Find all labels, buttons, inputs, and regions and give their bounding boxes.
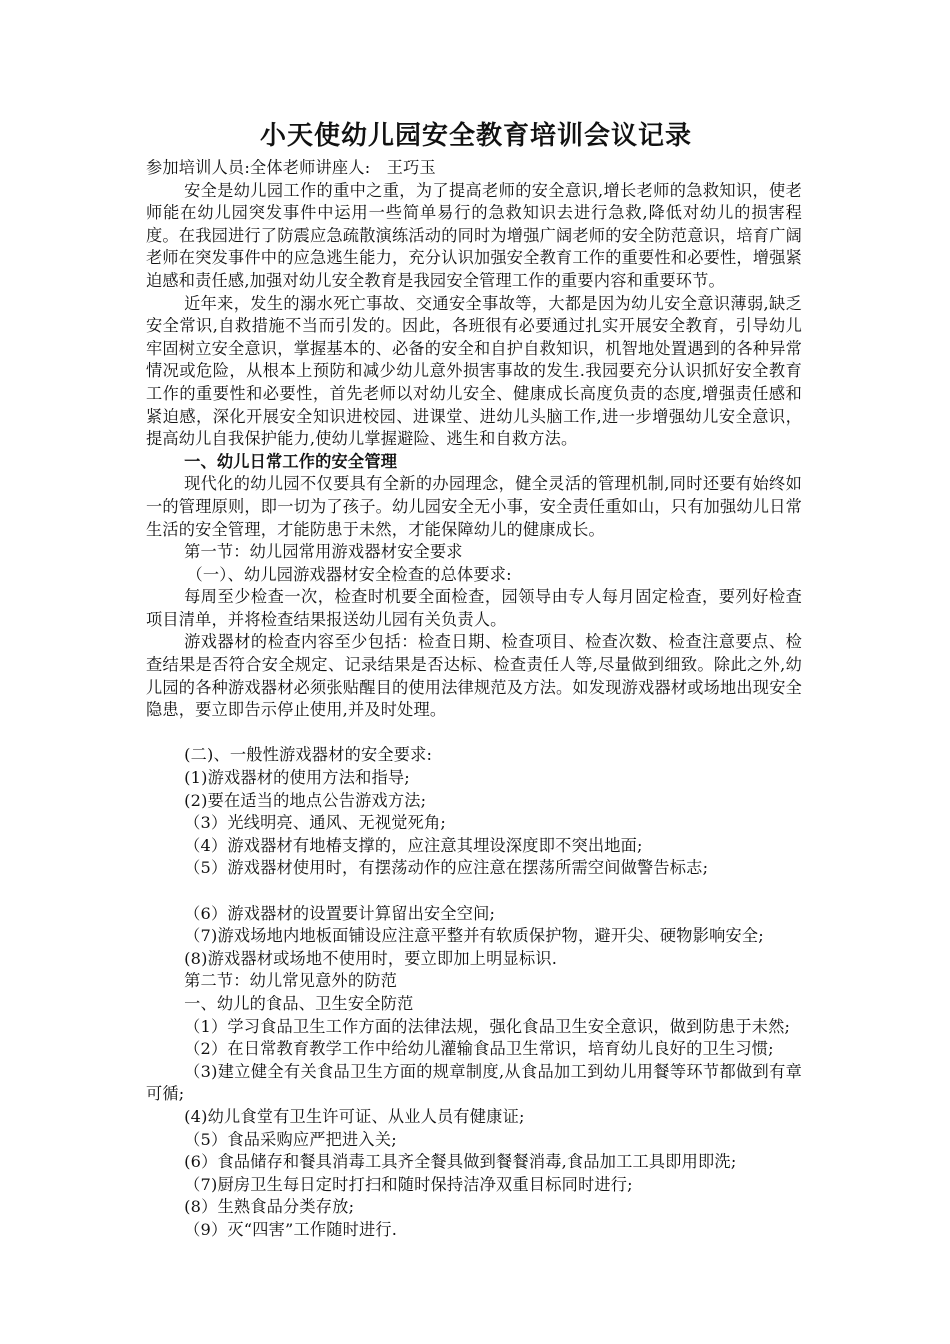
item-title-general-requirements: （一）、幼儿园游戏器材安全检查的总体要求: <box>186 564 512 584</box>
section-heading-daily-safety: 一、幼儿日常工作的安全管理 <box>184 451 398 471</box>
list-item: (1)游戏器材的使用方法和指导; <box>184 768 410 788</box>
list-item: (8）生熟食品分类存放; <box>184 1197 355 1217</box>
list-item: （7)厨房卫生每日定时打扫和随时保持洁净双重目标同时进行; <box>184 1174 633 1194</box>
list-item: (2)要在适当的地点公告游戏方法; <box>184 790 427 810</box>
list-item: （6）游戏器材的设置要计算留出安全空间; <box>184 903 496 923</box>
list-item: （5）游戏器材使用时，有摆荡动作的应注意在摆荡所需空间做警告标志; <box>184 858 709 878</box>
list-item: （5）食品采购应严把进入关; <box>184 1129 397 1149</box>
list-item: （4）游戏器材有地椿支撑的，应注意其埋设深度即不突出地面; <box>184 835 643 855</box>
blank-line <box>146 880 802 903</box>
intro-paragraph-1: 安全是幼儿园工作的重中之重，为了提高老师的安全意识,增长老师的急救知识，使老师能在幼儿园突发事件中运用一些简单易行的急救知识去进行急救,降低对幼儿的损害程度。在我园进行了防震应急疏散演练活动的同时为增强广阔老师的安全防范意识，培育广阔老师在突发事件中的应急逃生能力，充分认识加强安全教育工作的重要性和必要性，增强紧迫感和责任感,加强对幼儿安全教育是我园安全管理工作的重要内容和重要环节。 <box>146 180 802 290</box>
list-item: （7)游戏场地内地板面铺设应注意平整并有软质保护物，避开尖、硬物影响安全; <box>184 926 764 946</box>
paragraph-weekly-inspection: 每周至少检查一次，检查时机要全面检查，园领导由专人每月固定检查，要列好检查项目清单，并将检查结果报送幼儿园有关负责人。 <box>146 587 802 629</box>
list-item: （1）学习食品卫生工作方面的法律法规，强化食品卫生安全意识，做到防患于未然; <box>184 1016 791 1036</box>
paragraph-inspection-content: 游戏器材的检查内容至少包括：检查日期、检查项目、检查次数、检查注意要点、检查结果是否符合安全规定、记录结果是否达标、检查责任人等,尽量做到细致。除此之外,幼儿园的各种游戏器材必须张贴醒目的使用法律规范及方法。如发现游戏器材或场地出现安全隐患，要立即告示停止使用,并及时处理。 <box>146 632 802 720</box>
list-item: (4)幼儿食堂有卫生许可证、从业人员有健康证; <box>184 1106 525 1126</box>
attendees-line: 参加培训人员:全体老师讲座人: 王巧玉 <box>146 158 436 177</box>
section-body-daily-safety: 现代化的幼儿园不仅要具有全新的办园理念，健全灵活的管理机制,同时还要有始终如一的管理原则，即一切为了孩子。幼儿园安全无小事，安全责任重如山，只有加强幼儿日常生活的安全管理，才能防患于未然，才能保障幼儿的健康成长。 <box>146 474 802 539</box>
list-item: (6）食品储存和餐具消毒工具齐全餐具做到餐餐消毒,食品加工工具即用即洗; <box>184 1152 737 1172</box>
list-item: （3)建立健全有关食品卫生方面的规章制度,从食品加工到幼儿用餐等环节都做到有章可循; <box>146 1061 802 1104</box>
document-page <box>146 115 802 1242</box>
list-item: （2）在日常教育教学工作中给幼儿灌输食品卫生常识，培育幼儿良好的卫生习惯; <box>184 1039 774 1059</box>
list-item: (8)游戏器材或场地不使用时，要立即加上明显标识. <box>184 948 558 968</box>
item-title-food-safety: 一、幼儿的食品、卫生安全防范 <box>184 993 414 1013</box>
document-title: 小天使幼儿园安全教育培训会议记录 <box>259 121 692 151</box>
subsection-title-accidents: 第二节：幼儿常见意外的防范 <box>184 971 398 991</box>
list-item: （3）光线明亮、通风、无视觉死角; <box>184 813 447 833</box>
blank-line <box>146 722 802 745</box>
item-title-general-equipment: (二)、一般性游戏器材的安全要求: <box>184 745 433 765</box>
list-item: （9）灭“四害”工作随时进行. <box>184 1219 398 1239</box>
intro-paragraph-2: 近年来，发生的溺水死亡事故、交通安全事故等，大都是因为幼儿安全意识薄弱,缺乏安全常识,自救措施不当而引发的。因此，各班很有必要通过扎实开展安全教育，引导幼儿牢固树立安全意识，掌握基本的、必备的安全和自护自救知识，机智地处置遇到的各种异常情况或危险，从根本上预防和减少幼儿意外损害事故的发生.我园要充分认识抓好安全教育工作的重要性和必要性，首先老师以对幼儿安全、健康成长高度负责的态度,增强责任感和紧迫感，深化开展安全知识进校园、进课堂、进幼儿头脑工作,进一步增强幼儿安全意识，提高幼儿自我保护能力,使幼儿掌握避险、逃生和自救方法。 <box>146 293 802 449</box>
subsection-title-equipment: 第一节：幼儿园常用游戏器材安全要求 <box>184 542 463 562</box>
